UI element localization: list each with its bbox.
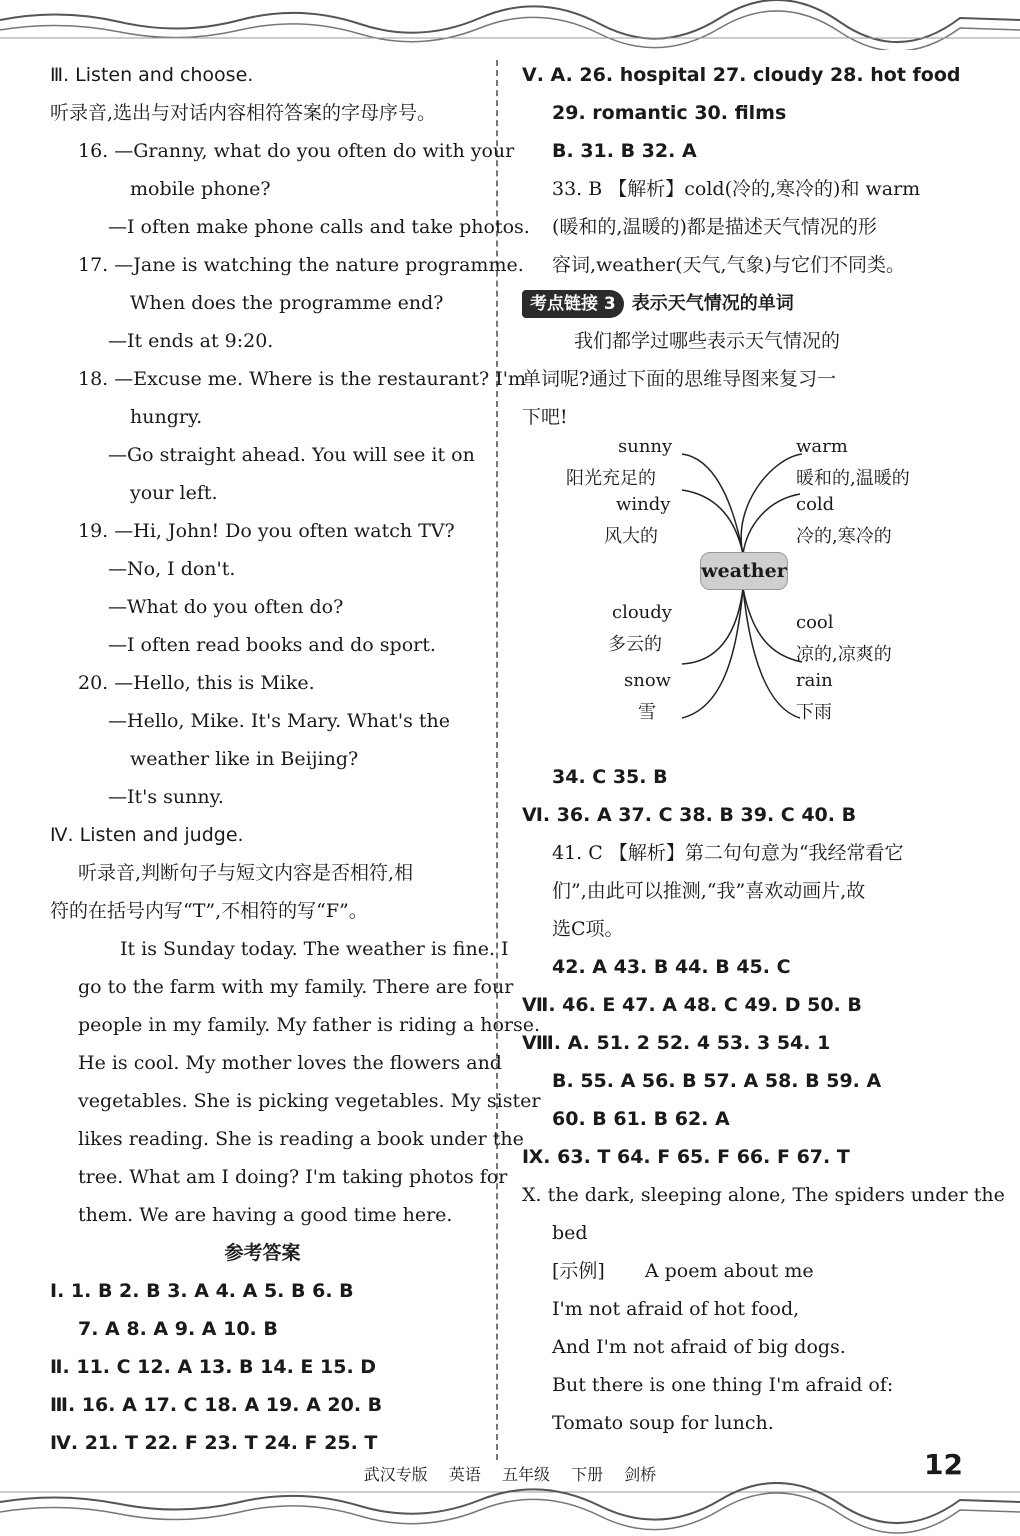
knowledge-intro-1: 我们都学过哪些表示天气情况的 <box>574 330 841 352</box>
ans-33-explanation-2: (暖和的,温暖的)都是描述天气情况的形 <box>552 216 877 238</box>
poem-line-1: I'm not afraid of hot food, <box>552 1298 800 1320</box>
right-column <box>522 56 1005 1442</box>
ans-41-explanation-1: 41. C 【解析】第二句句意为“我经常看它 <box>552 842 904 864</box>
ans-section-10-line1: Ⅹ. the dark, sleeping alone, The spiders under the <box>522 1184 1005 1206</box>
knowledge-intro-2: 单词呢?通过下面的思维导图来复习一 <box>522 368 837 390</box>
mm-cool: cool <box>796 612 834 633</box>
ans-5-line1: Ⅴ. A. 26. hospital 27. cloudy 28. hot food <box>522 64 961 86</box>
q17-line3: —It ends at 9:20. <box>108 330 274 352</box>
ans-section-8c: 60. B 61. B 62. A <box>552 1108 730 1130</box>
section-4-instruction-1: 听录音,判断句子与短文内容是否相符,相 <box>78 862 414 884</box>
mm-sunny-cn: 阳光充足的 <box>566 468 656 489</box>
mm-windy-cn: 风大的 <box>604 526 658 547</box>
ans-33-explanation-3: 容词,weather(天气,气象)与它们不同类。 <box>552 254 905 276</box>
ans-42-45: 42. A 43. B 44. B 45. C <box>552 956 791 978</box>
ans-41-explanation-3: 选C项。 <box>552 918 624 940</box>
mm-cloudy-cn: 多云的 <box>608 634 662 655</box>
section-3-title: Ⅲ. Listen and choose. <box>50 64 254 86</box>
q16-line2: mobile phone? <box>130 178 271 200</box>
passage-line-5: vegetables. She is picking vegetables. My sister <box>78 1090 541 1112</box>
answers-section-1b: 7. A 8. A 9. A 10. B <box>78 1318 278 1340</box>
mm-sunny: sunny <box>618 436 673 457</box>
mm-windy: windy <box>616 494 671 515</box>
mm-cloudy: cloudy <box>612 602 672 623</box>
q20-line3: weather like in Beijing? <box>130 748 359 770</box>
mm-warm: warm <box>796 436 848 457</box>
q19-line2: —No, I don't. <box>108 558 236 580</box>
poem-line-2: And I'm not afraid of big dogs. <box>552 1336 846 1358</box>
passage-line-2: go to the farm with my family. There are four <box>78 976 514 998</box>
poem-title: A poem about me <box>644 1260 814 1282</box>
ans-33-explanation-1: 33. B 【解析】cold(冷的,寒冷的)和 warm <box>552 178 921 200</box>
q20-line4: —It's sunny. <box>108 786 224 808</box>
ans-section-8a: Ⅷ. A. 51. 2 52. 4 53. 3 54. 1 <box>522 1032 831 1054</box>
footer-subject: 英语 <box>448 1465 481 1484</box>
mm-warm-cn: 暖和的,温暖的 <box>796 468 910 489</box>
passage-line-6: likes reading. She is reading a book under the <box>78 1128 524 1150</box>
answers-section-4: Ⅳ. 21. T 22. F 23. T 24. F 25. T <box>50 1432 378 1454</box>
ans-34-35: 34. C 35. B <box>552 766 668 788</box>
mm-cold-cn: 冷的,寒冷的 <box>796 526 892 547</box>
section-4-title: Ⅳ. Listen and judge. <box>50 824 244 846</box>
section-3-instruction: 听录音,选出与对话内容相符答案的字母序号。 <box>50 102 437 124</box>
ans-section-7: Ⅶ. 46. E 47. A 48. C 49. D 50. B <box>522 994 862 1016</box>
q17-line2: When does the programme end? <box>130 292 444 314</box>
weather-mind-map <box>532 436 962 758</box>
footer-edition: 剑桥 <box>624 1465 657 1484</box>
footer-region: 武汉专版 <box>363 1465 428 1484</box>
mm-cool-cn: 凉的,凉爽的 <box>796 644 892 665</box>
ans-5-line2: 29. romantic 30. films <box>552 102 787 124</box>
mm-snow: snow <box>624 670 672 691</box>
q19-line4: —I often read books and do sport. <box>108 634 436 656</box>
mm-rain-cn: 下雨 <box>796 702 832 723</box>
q20-line2: —Hello, Mike. It's Mary. What's the <box>108 710 451 732</box>
ans-41-explanation-2: 们”,由此可以推测,“我”喜欢动画片,故 <box>552 880 866 902</box>
mm-rain: rain <box>796 670 833 691</box>
mm-snow-cn: 雪 <box>638 702 656 723</box>
left-column <box>50 56 541 1462</box>
answers-section-2: Ⅱ. 11. C 12. A 13. B 14. E 15. D <box>50 1356 377 1378</box>
section-4-instruction-2: 符的在括号内写“T”,不相符的写“F”。 <box>50 900 368 922</box>
answers-heading: 参考答案 <box>224 1242 301 1264</box>
bottom-decorative-border <box>0 1482 1020 1536</box>
top-decorative-border <box>0 0 1020 50</box>
example-label: [示例] <box>552 1260 605 1282</box>
passage-line-4: He is cool. My mother loves the flowers and <box>78 1052 502 1074</box>
poem-line-3: But there is one thing I'm afraid of: <box>552 1374 894 1396</box>
poem-line-4: Tomato soup for lunch. <box>552 1412 774 1434</box>
ans-section-6: Ⅵ. 36. A 37. C 38. B 39. C 40. B <box>522 804 857 826</box>
q20-line1: 20. —Hello, this is Mike. <box>78 672 315 694</box>
knowledge-link-header <box>522 284 962 322</box>
q18-line1: 18. —Excuse me. Where is the restaurant? I'm <box>78 368 527 390</box>
q16-line1: 16. —Granny, what do you often do with your <box>78 140 515 162</box>
mm-cold: cold <box>796 494 835 515</box>
page-number: 12 <box>924 1448 963 1481</box>
ans-section-8b: B. 55. A 56. B 57. A 58. B 59. A <box>552 1070 882 1092</box>
passage-line-7: tree. What am I doing? I'm taking photos for <box>78 1166 508 1188</box>
example-header <box>522 1252 962 1290</box>
q18-line3: —Go straight ahead. You will see it on <box>108 444 475 466</box>
passage-line-3: people in my family. My father is riding a horse. <box>78 1014 541 1036</box>
mm-center-weather: weather <box>700 552 788 590</box>
passage-line-1: It is Sunday today. The weather is fine. I <box>120 938 509 960</box>
answers-section-1: Ⅰ. 1. B 2. B 3. A 4. A 5. B 6. B <box>50 1280 354 1302</box>
q18-line4: your left. <box>130 482 218 504</box>
q19-line3: —What do you often do? <box>108 596 344 618</box>
ans-section-9: Ⅸ. 63. T 64. F 65. F 66. F 67. T <box>522 1146 850 1168</box>
q19-line1: 19. —Hi, John! Do you often watch TV? <box>78 520 455 542</box>
answers-section-3: Ⅲ. 16. A 17. C 18. A 19. A 20. B <box>50 1394 383 1416</box>
knowledge-link-badge: 考点链接 3 <box>522 290 624 318</box>
knowledge-intro-3: 下吧! <box>522 406 568 428</box>
q18-line2: hungry. <box>130 406 203 428</box>
q16-line3: —I often make phone calls and take photos. <box>108 216 530 238</box>
ans-5-line3: B. 31. B 32. A <box>552 140 697 162</box>
ans-section-10-line2: bed <box>552 1222 588 1244</box>
footer-grade: 五年级 <box>501 1465 550 1484</box>
footer-term: 下册 <box>571 1465 604 1484</box>
passage-line-8: them. We are having a good time here. <box>78 1204 453 1226</box>
knowledge-link-title: 表示天气情况的单词 <box>631 293 794 314</box>
q17-line1: 17. —Jane is watching the nature programme. <box>78 254 524 276</box>
